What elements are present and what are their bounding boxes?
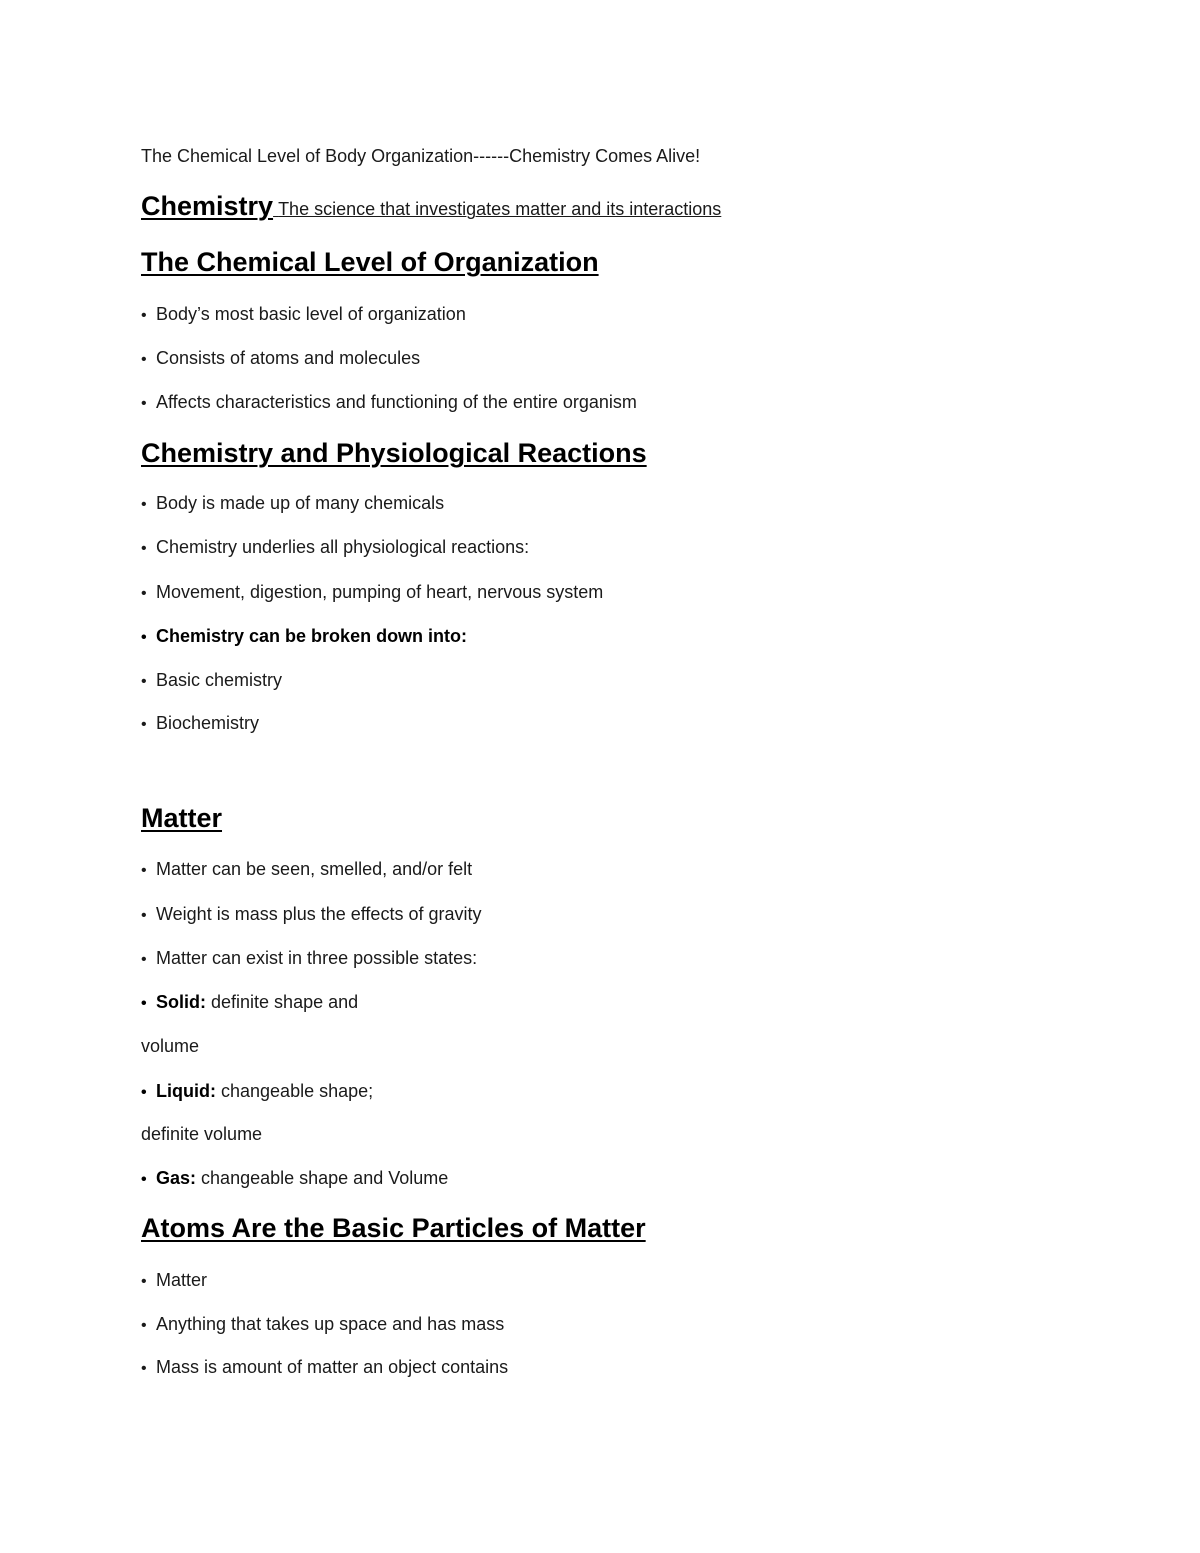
bullet: • [141,585,147,602]
list-item-text: Body is made up of many chemicals [156,493,445,513]
list-item [141,393,637,412]
bullet: • [141,995,147,1012]
gas-label: Gas: [156,1168,197,1188]
list-item [141,305,466,324]
list-item-gas [141,1169,448,1188]
list-item [141,949,477,968]
list-item-text: Mass is amount of matter an object contains [156,1357,509,1377]
bullet: • [141,1171,147,1188]
list-item [141,494,444,513]
solid-text: definite shape and [211,992,359,1012]
bullet: • [141,862,147,879]
bullet: • [141,673,147,690]
liquid-text: changeable shape; [221,1081,374,1101]
list-item [141,627,467,646]
document-title-line [141,147,700,165]
list-item-text: Anything that takes up space and has mass [156,1314,505,1334]
list-item [141,860,472,879]
solid-continuation: volume [141,1036,200,1056]
liquid-label: Liquid: [156,1081,216,1101]
bullet: • [141,351,147,368]
bullet: • [141,1273,147,1290]
list-item [141,671,282,690]
bullet: • [141,496,147,513]
list-item-text: Chemistry underlies all physiological reactions: [156,537,530,557]
bullet: • [141,1360,147,1377]
chemistry-term: Chemistry [141,191,274,221]
list-item [141,905,481,924]
list-item [141,538,529,557]
bullet: • [141,395,147,412]
bullet: • [141,951,147,968]
list-item [141,1315,504,1334]
list-item-text: Weight is mass plus the effects of gravity [156,904,482,924]
list-item-text: Biochemistry [156,713,260,733]
list-item [141,349,420,368]
heading-physiological-reactions: Chemistry and Physiological Reactions [141,438,647,468]
list-item-text: Matter can be seen, smelled, and/or felt [156,859,473,879]
list-item-text: Basic chemistry [156,670,283,690]
bullet: • [141,540,147,557]
list-item-text: Matter [156,1270,208,1290]
chemistry-definition-line [141,193,721,220]
list-item-text: Matter can exist in three possible states: [156,948,478,968]
bullet: • [141,907,147,924]
list-item-text: Chemistry can be broken down into: [156,626,468,646]
list-item-liquid [141,1082,373,1101]
chemistry-definition [273,199,721,219]
list-item [141,583,603,602]
liquid-continuation: definite volume [141,1124,263,1144]
bullet: • [141,716,147,733]
bullet: • [141,1084,147,1101]
heading-chemical-level: The Chemical Level of Organization [141,247,599,277]
list-item-text: Movement, digestion, pumping of heart, nervous system [156,582,604,602]
solid-label: Solid: [156,992,206,1012]
bullet: • [141,307,147,324]
list-item-solid [141,993,358,1012]
bullet: • [141,1317,147,1334]
heading-matter: Matter [141,803,223,833]
gas-text: changeable shape and Volume [201,1168,449,1188]
title-text: The Chemical Level of Body Organization------Chemistry Comes Alive! [141,146,701,166]
heading-atoms: Atoms Are the Basic Particles of Matter [141,1213,646,1243]
list-item [141,1358,508,1377]
list-item [141,714,259,733]
list-item-text: Consists of atoms and molecules [156,348,421,368]
list-item [141,1271,207,1290]
list-item-text: Affects characteristics and functioning of the entire organism [156,392,637,412]
bullet: • [141,629,147,646]
chemistry-definition-text: The science that investigates matter and its interactions [278,199,722,219]
list-item-text: Body’s most basic level of organization [156,304,466,324]
